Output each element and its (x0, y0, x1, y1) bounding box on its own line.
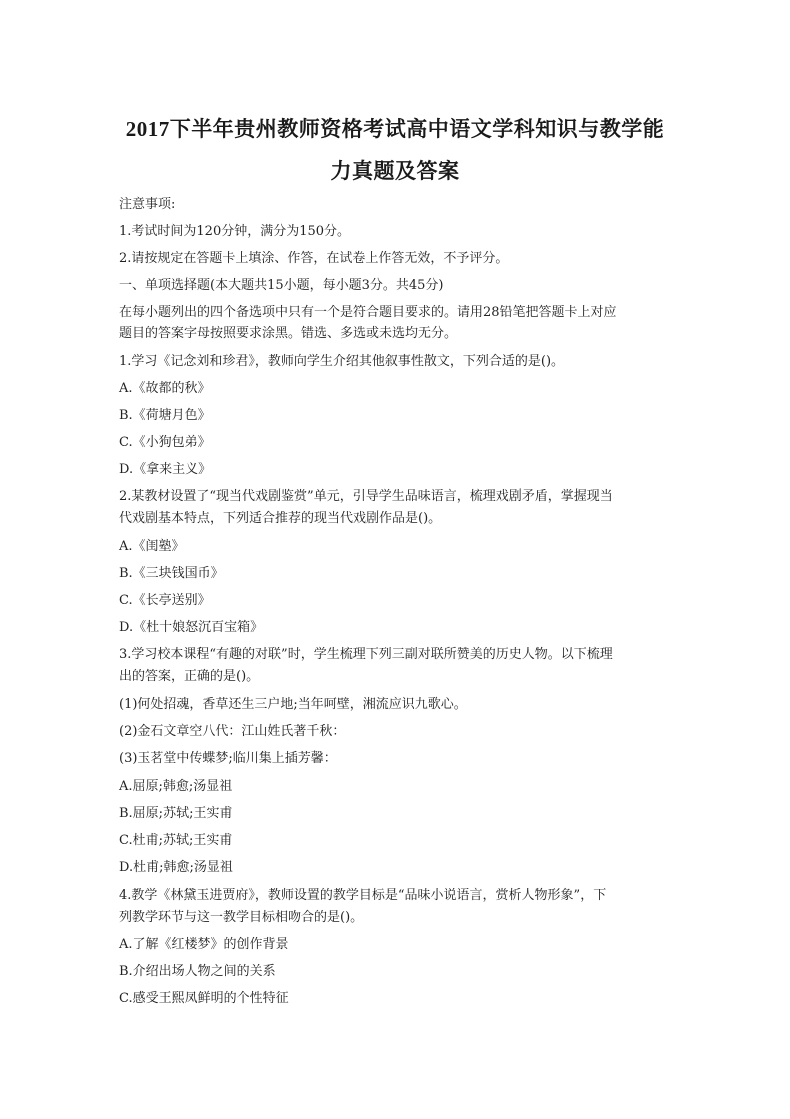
couplet-item: (2)金石文章空八代：江山姓氏著千秋： (119, 724, 346, 739)
notice-item: 1.考试时间为120分钟，满分为150分。 (119, 224, 351, 239)
answer-option: B.《三块钱国币》 (119, 566, 224, 581)
section-instruction: 在每小题列出的四个备选项中只有一个是符合题目要求的。请用28铅笔把答题卡上对应 (119, 305, 617, 320)
question-stem: 代戏剧基本特点，下列适合推荐的现当代戏剧作品是()。 (119, 511, 442, 526)
document-title-line-1: 2017下半年贵州教师资格考试高中语文学科知识与教学能 (125, 117, 665, 141)
answer-option: C.杜甫;苏轼;王实甫 (119, 833, 233, 848)
document-title-line-2: 力真题及答案 (330, 159, 460, 183)
answer-option: D.杜甫;韩愈;汤显祖 (119, 860, 233, 875)
answer-option: A.《闺塾》 (119, 539, 185, 554)
notice-item: 2.请按规定在答题卡上填涂、作答，在试卷上作答无效，不予评分。 (119, 251, 509, 266)
answer-option: A.屈原;韩愈;汤显祖 (119, 779, 233, 794)
answer-option: C.感受王熙凤鲜明的个性特征 (119, 991, 289, 1006)
answer-option: D.《杜十娘怒沉百宝箱》 (119, 620, 264, 635)
question-stem: 4.教学《林黛玉进贾府》，教师设置的教学目标是“品味小说语言，赏析人物形象”，下 (119, 888, 607, 903)
answer-option: C.《小狗包弟》 (119, 435, 211, 450)
answer-option: A.了解《红楼梦》的创作背景 (119, 937, 289, 952)
question-stem: 出的答案，正确的是()。 (119, 669, 260, 684)
notice-heading: 注意事项: (119, 197, 176, 212)
answer-option: B.介绍出场人物之间的关系 (119, 964, 276, 979)
question-stem: 1.学习《记念刘和珍君》，教师向学生介绍其他叙事性散文，下列合适的是()。 (119, 354, 565, 369)
couplet-item: (3)玉茗堂中传蝶梦;临川集上插芳馨： (119, 751, 337, 766)
question-stem: 列教学环节与这一教学目标相吻合的是()。 (119, 910, 364, 925)
question-stem: 2.某教材设置了“现当代戏剧鉴赏”单元，引导学生品味语言，梳理戏剧矛盾，掌握现当 (119, 489, 613, 504)
answer-option: A.《故都的秋》 (119, 381, 211, 396)
answer-option: B.《荷塘月色》 (119, 408, 211, 423)
section-heading: 一、单项选择题(本大题共15小题，每小题3分。共45分) (119, 278, 444, 293)
couplet-item: (1)何处招魂，香草还生三户地;当年呵壁，湘流应识九歌心。 (119, 697, 467, 712)
answer-option: B.屈原;苏轼;王实甫 (119, 806, 233, 821)
answer-option: C.《长亭送别》 (119, 593, 211, 608)
question-stem: 3.学习校本课程“有趣的对联”时，学生梳理下列三副对联所赞美的历史人物。以下梳理 (119, 647, 613, 662)
section-instruction: 题目的答案字母按照要求涂黑。错选、多选或未选均无分。 (119, 326, 458, 341)
answer-option: D.《拿来主义》 (119, 462, 212, 477)
